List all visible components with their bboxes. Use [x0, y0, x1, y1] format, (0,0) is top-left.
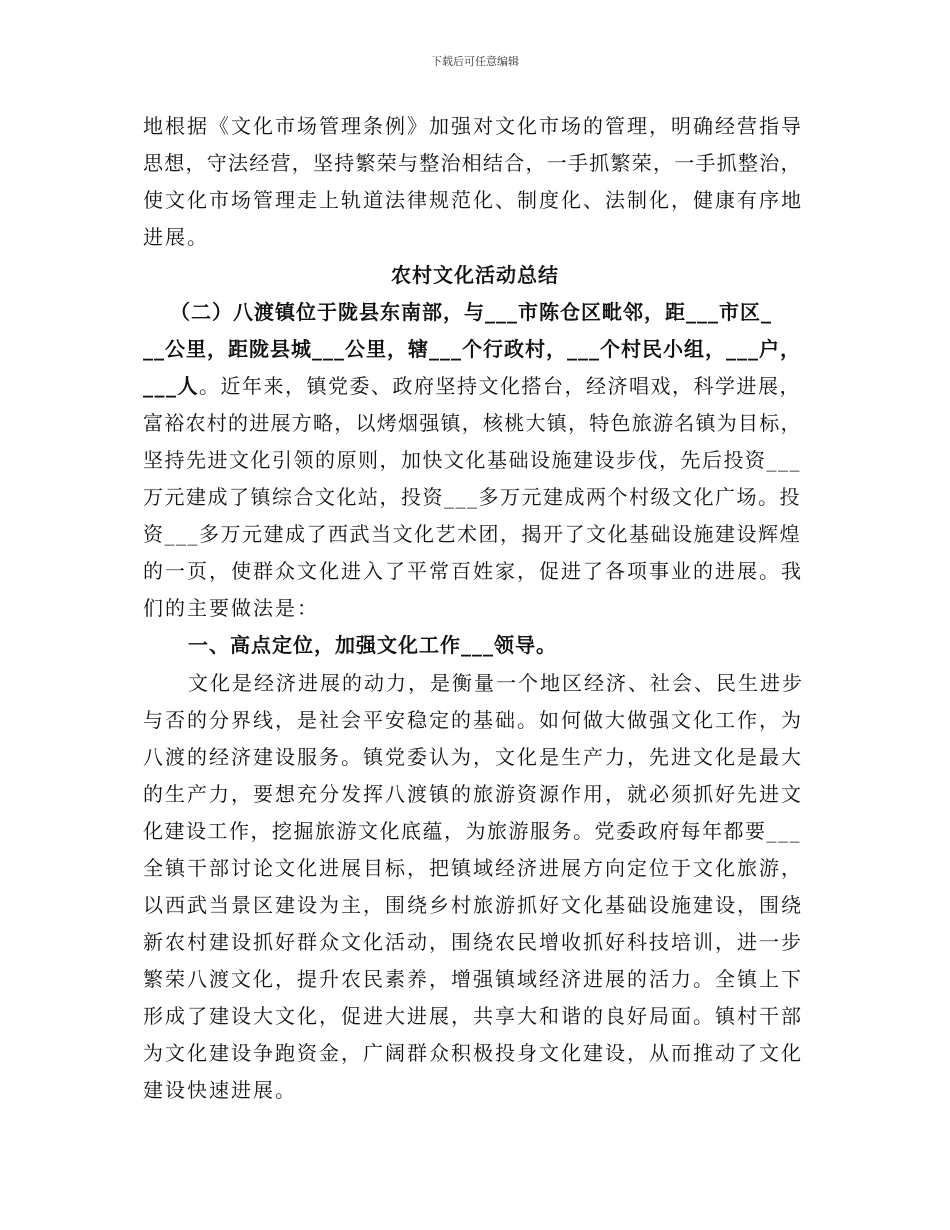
text-line: 的一页，使群众文化进入了平常百姓家，促进了各项事业的进展。我: [143, 559, 803, 583]
text-line: 坚持先进文化引领的原则，加快文化基础设施建设步伐，先后投资___: [143, 448, 801, 472]
intro-line-bold: __公里，距陇县城___公里，辖___个行政村，___个村民小组，___户，: [143, 337, 801, 361]
text-line: 富裕农村的进展方略，以烤烟强镇，核桃大镇，特色旅游名镇为目标，: [143, 411, 802, 435]
text-line: 建设快速进展。: [143, 1078, 297, 1102]
text-line: 使文化市场管理走上轨道法律规范化、制度化、法制化，健康有序地: [143, 188, 803, 212]
text-line: 进展。: [143, 225, 209, 249]
text-line: 的生产力，要想充分发挥八渡镇的旅游资源作用，就必须抓好先进文: [143, 782, 803, 806]
text-line: 新农村建设抓好群众文化活动，围绕农民增收抓好科技培训，进一步: [143, 930, 803, 954]
text-line: 为文化建设争跑资金，广阔群众积极投身文化建设，从而推动了文化: [143, 1041, 803, 1065]
text-line: 形成了建设大文化，促进大进展，共享大和谐的良好局面。镇村干部: [143, 1004, 803, 1028]
text-line: 全镇干部讨论文化进展目标，把镇域经济进展方向定位于文化旅游，: [143, 856, 803, 880]
intro-line-mixed: [143, 374, 801, 398]
text-line: 地根据《文化市场管理条例》加强对文化市场的管理，明确经营指导: [143, 114, 803, 138]
text-line: 繁荣八渡文化，提升农民素养，增强镇域经济进展的活力。全镇上下: [143, 967, 803, 991]
section-title: 农村文化活动总结: [391, 263, 559, 287]
text-line: 思想，守法经营，坚持繁荣与整治相结合，一手抓繁荣，一手抓整治，: [143, 151, 802, 175]
intro-line-bold-segment: ___人: [143, 374, 199, 398]
text-line: 八渡的经济建设服务。镇党委认为，文化是生产力，先进文化是最大: [143, 745, 803, 769]
text-line: 以西武当景区建设为主，围绕乡村旅游抓好文化基础设施建设，围绕: [143, 893, 803, 917]
intro-line-regular-segment: 。近年来，镇党委、政府坚持文化搭台，经济唱戏，科学进展，: [199, 374, 801, 398]
text-line: 资___多万元建成了西武当文化艺术团，揭开了文化基础设施建设辉煌: [143, 522, 801, 546]
heading-one: 一、高点定位，加强文化工作___领导。: [188, 633, 557, 657]
page-header: 下载后可任意编辑: [431, 55, 519, 68]
text-line: 们的主要做法是：: [143, 596, 319, 620]
text-line: 与否的分界线，是社会平安稳定的基础。如何做大做强文化工作，为: [143, 708, 803, 732]
intro-line-bold: （二）八渡镇位于陇县东南部，与___市陈仓区毗邻，距___市区_: [170, 300, 772, 324]
text-line: 化建设工作，挖掘旅游文化底蕴，为旅游服务。党委政府每年都要___: [143, 819, 801, 843]
text-line: 万元建成了镇综合文化站，投资___多万元建成两个村级文化广场。投: [143, 485, 801, 509]
text-line: 文化是经济进展的动力，是衡量一个地区经济、社会、民生进步: [188, 671, 804, 695]
